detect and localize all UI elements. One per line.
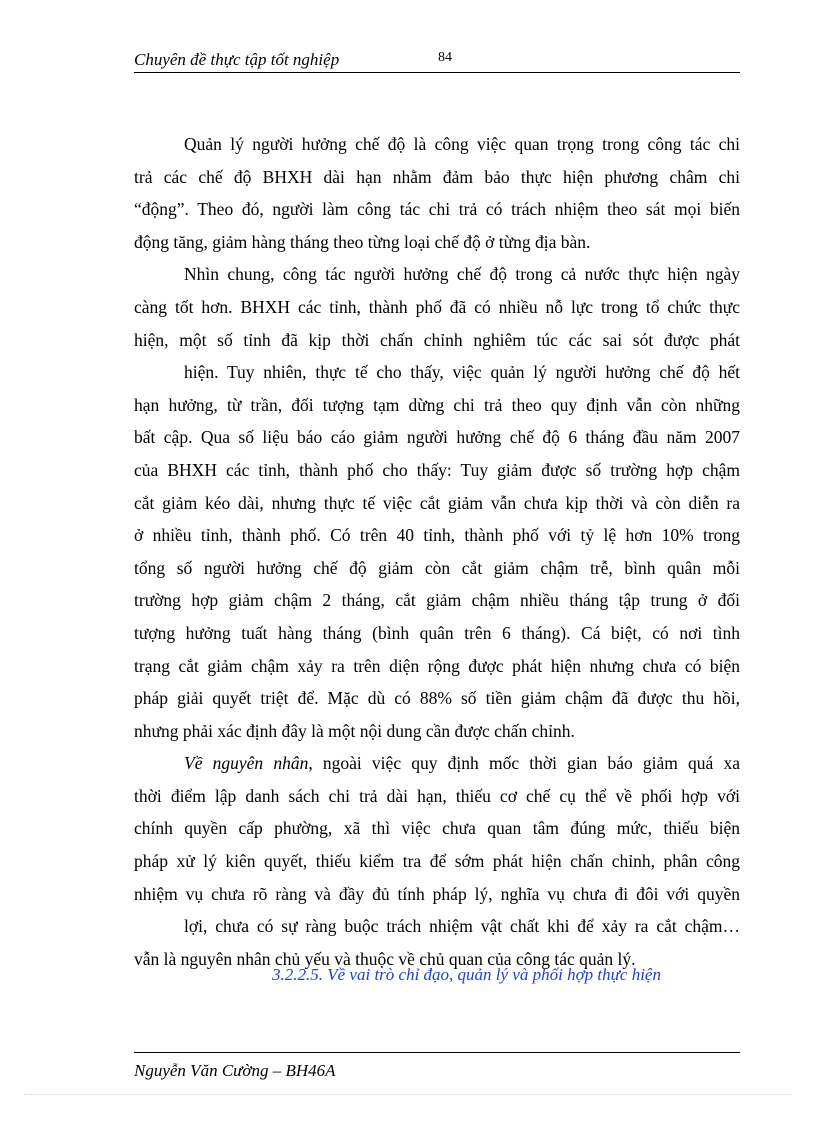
text-fragment: , ngoài việc quy định mốc thời gian báo giảm quá xa (308, 753, 741, 774)
text-line: bất cập. Qua số liệu báo cáo giảm người hưởng chế độ 6 tháng đầu năm 2007 (134, 427, 740, 448)
header-title: Chuyên đề thực tập tốt nghiệp (134, 50, 340, 69)
page-number: 84 (438, 50, 452, 65)
text-line: càng tốt hơn. BHXH các tỉnh, thành phố đã có nhiều nỗ lực trong tổ chức thực (134, 296, 740, 317)
text-line: trường hợp giảm chậm 2 tháng, cắt giảm chậm nhiều tháng tập trung ở đối (134, 590, 740, 611)
text-line: chính quyền cấp phường, xã thì việc chưa quan tâm đúng mức, thiếu biện (134, 818, 740, 839)
text-line: hiện. Tuy nhiên, thực tế cho thấy, việc quản lý người hưởng chế độ hết (184, 362, 740, 383)
footer-author: Nguyễn Văn Cường – BH46A (134, 1061, 336, 1080)
page-footer (134, 1052, 740, 1080)
text-line: trạng cắt giảm chậm xảy ra trên diện rộng được phát hiện nhưng chưa có biện (134, 655, 740, 676)
text-line: Quản lý người hưởng chế độ là công việc quan trọng trong công tác chi (184, 134, 740, 154)
text-line: nhiệm vụ chưa rõ ràng và đầy đủ tính pháp lý, nghĩa vụ chưa đi đôi với quyền (134, 883, 740, 904)
text-line: tượng hưởng tuất hàng tháng (bình quân trên 6 tháng). Cá biệt, có nơi tình (134, 622, 740, 643)
text-line: thời điểm lập danh sách chi trả dài hạn, thiếu cơ chế cụ thể về phối hợp với (134, 785, 740, 806)
text-line: trả các chế độ BHXH dài hạn nhằm đảm bảo thực hiện phương châm chi (134, 166, 740, 187)
text-line: động tăng, giảm hàng tháng theo từng loại chế độ ở từng địa bàn. (134, 231, 591, 252)
text-line: ở nhiều tỉnh, thành phố. Có trên 40 tỉnh, thành phố với tỷ lệ hơn 10% trong (134, 525, 740, 546)
paragraph-3 (134, 747, 740, 975)
text-line: của BHXH các tỉnh, thành phố cho thấy: Tuy giảm được số trường hợp chậm (134, 459, 740, 480)
document-body (134, 128, 740, 975)
text-line: vẫn là nguyên nhân chủ yếu và thuộc về chủ quan của công tác quản lý. (134, 948, 636, 969)
text-line: hạn hưởng, từ trần, đối tượng tạm dừng chi trả theo quy định vẫn còn những (134, 394, 740, 415)
text-line: nhưng phải xác định đây là một nội dung cần được chấn chỉnh. (134, 720, 575, 741)
page-header (134, 48, 740, 73)
text-line: tổng số người hưởng chế độ giảm còn cắt giảm chậm trễ, bình quân mỗi (134, 557, 740, 578)
text-line: “động”. Theo đó, người làm công tác chi trả có trách nhiệm theo sát mọi biến (134, 199, 740, 220)
text-line: lợi, chưa có sự ràng buộc trách nhiệm vật chất khi để xảy ra cắt chậm… (184, 916, 740, 937)
italic-lead: Về nguyên nhân (184, 753, 309, 774)
text-line (134, 747, 740, 780)
text-line: hiện, một số tỉnh đã kịp thời chấn chỉnh nghiêm túc các sai sót được phát (134, 329, 740, 350)
page-border-divider (24, 1094, 792, 1095)
text-line: Nhìn chung, công tác người hưởng chế độ trong cả nước thực hiện ngày (184, 264, 740, 285)
text-line: cắt giảm kéo dài, nhưng thực tế việc cắt giảm vẫn chưa kịp thời và còn diễn ra (134, 492, 740, 513)
text-line: pháp xử lý kiên quyết, thiếu kiểm tra để sớm phát hiện chấn chỉnh, phân công (134, 851, 740, 872)
paragraph-2 (134, 258, 740, 747)
paragraph-1 (134, 128, 740, 258)
section-heading: 3.2.2.5. Về vai trò chỉ đạo, quản lý và phối hợp thực hiện (272, 965, 661, 984)
text-line: pháp giải quyết triệt để. Mặc dù có 88% số tiền giảm chậm đã được thu hồi, (134, 688, 740, 709)
